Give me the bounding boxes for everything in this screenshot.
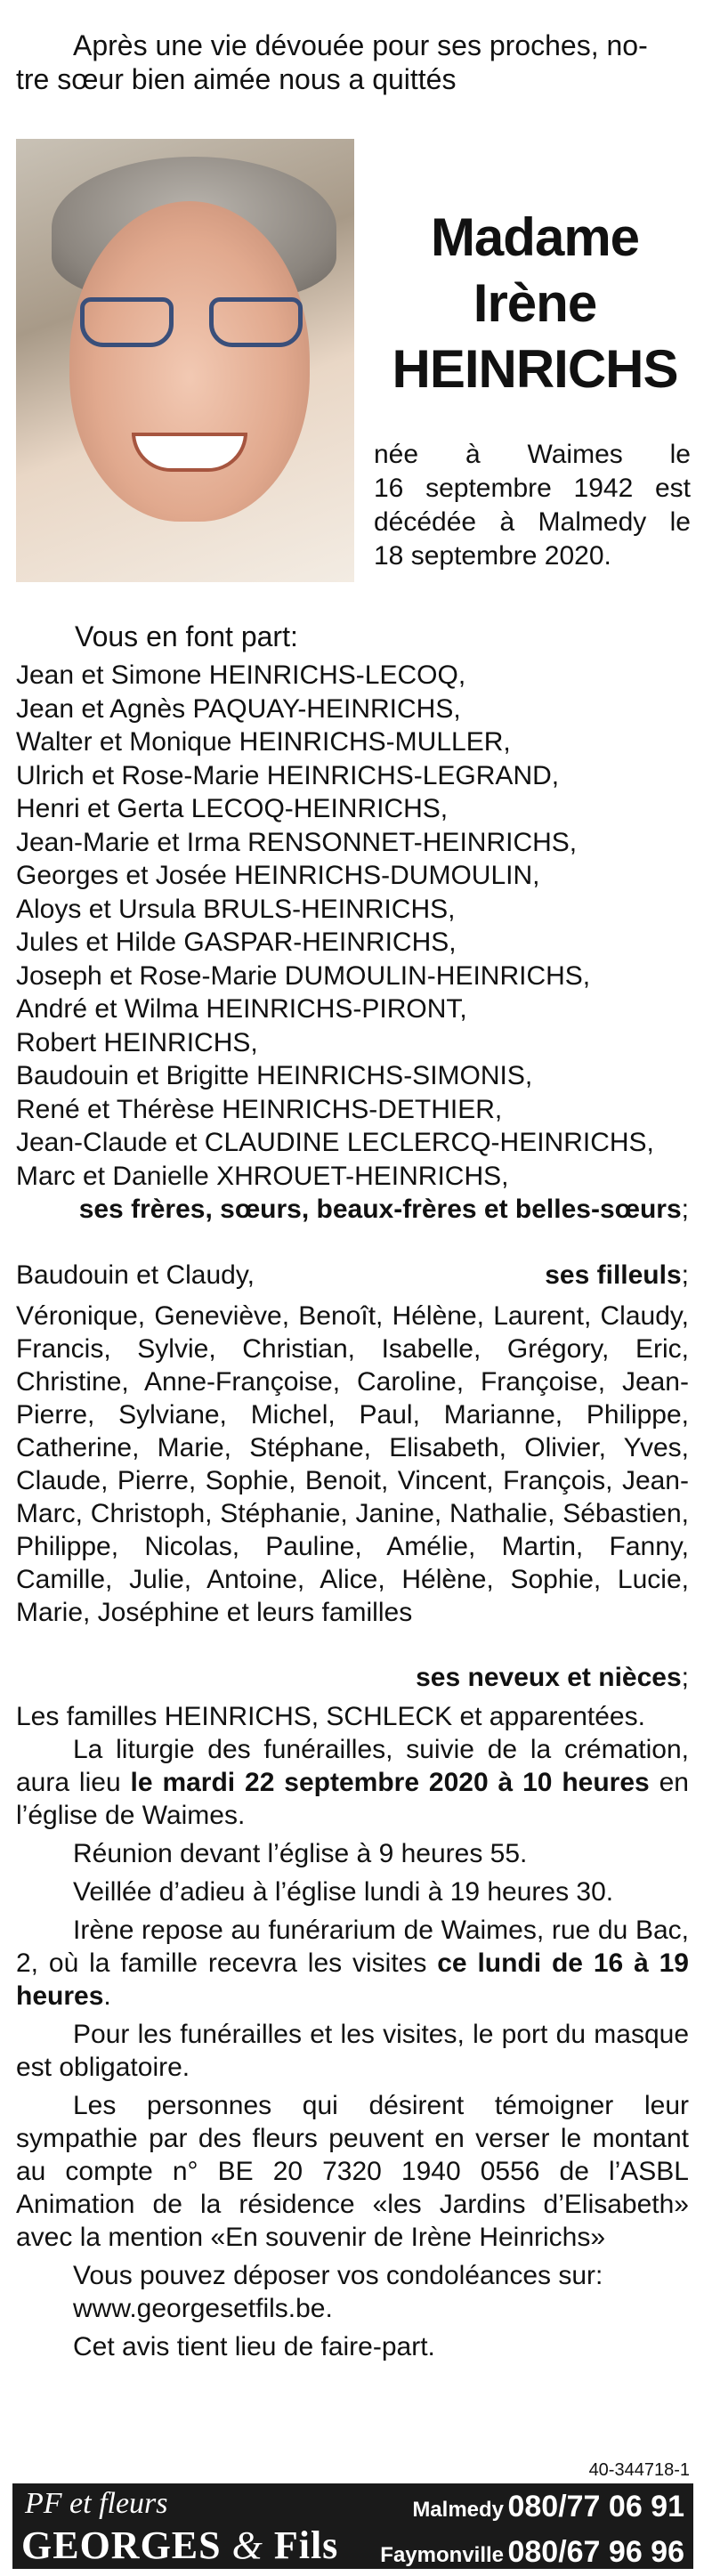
vigil-paragraph: Veillée d’adieu à l’église lundi à 19 heures 30. — [73, 1877, 614, 1907]
nieces-label: ses neveux et nièces — [416, 1663, 682, 1692]
liturgy-paragraph: La liturgie des funérailles, suivie de la crémation, aura lieu le mardi 22 septembre 2020 à 10 heures en l’église de Waimes. — [16, 1735, 689, 1830]
godchildren-label-wrap: ses filleuls; — [545, 1260, 689, 1290]
rest-paragraph: Irène repose au funérarium de Waimes, rue du Bac, 2, où la famille recevra les visites ce lundi de 16 à 19 heures. — [16, 1916, 689, 2011]
deceased-name — [374, 205, 696, 402]
family-member: Baudouin et Brigitte HEINRICHS-SIMONIS, — [16, 1061, 533, 1090]
family-member: René et Thérèse HEINRICHS-DETHIER, — [16, 1094, 503, 1124]
birth-death-info — [374, 438, 691, 573]
website-link[interactable]: www.georgesetfils.be. — [73, 2294, 333, 2323]
intro-line-2: tre sœur bien aimée nous a quittés — [16, 63, 457, 95]
ceremony-details — [16, 1700, 689, 2369]
birth-line-4: 18 septembre 2020. — [374, 541, 611, 571]
name-last: HEINRICHS — [392, 339, 678, 399]
family-member: Jean-Claude et CLAUDINE LECLERCQ-HEINRICHS, — [16, 1128, 654, 1157]
portrait-glasses — [80, 297, 303, 347]
phone-faymonville: Faymonville 080/67 96 96 — [380, 2535, 684, 2569]
family-member: Robert HEINRICHS, — [16, 1027, 258, 1057]
family-member: Ulrich et Rose-Marie HEINRICHS-LEGRAND, — [16, 760, 560, 790]
funeral-home-banner — [12, 2483, 693, 2569]
family-label: ses frères, sœurs, beaux-frères et belles-sœurs — [78, 1195, 682, 1224]
families-line: Les familles HEINRICHS, SCHLECK et apparentées. — [16, 1702, 645, 1731]
family-member: André et Wilma HEINRICHS-PIRONT, — [16, 994, 467, 1024]
phone-numbers — [380, 2487, 684, 2576]
birth-line-3: décédée à Malmedy le — [374, 507, 691, 537]
family-member: Jean-Marie et Irma RENSONNET-HEINRICHS, — [16, 827, 578, 857]
donation-paragraph: Les personnes qui désirent témoigner leur sympathie par des fleurs peuvent en verser le montant au compte n° BE 20 7320 1940 0556 de l’ASBL Animation de la résidence «les Jardins d’Elisabeth» avec la mention «En souvenir de Irène Heinrichs» — [16, 2091, 689, 2252]
godchildren-names: Baudouin et Claudy, — [16, 1260, 255, 1290]
condolences-paragraph: Vous pouvez déposer vos condoléances sur: — [73, 2261, 603, 2290]
nieces-nephews-list: Véronique, Geneviève, Benoît, Hélène, Laurent, Claudy, Francis, Sylvie, Christian, Isabelle, Grégory, Eric, Christine, Anne-Françoise, Caroline, Françoise, Jean-Pierre, Sylviane, Michel, Paul, Marianne, Philippe, Catherine, Marie, Stéphane, Elisabeth, Olivier, Yves, Claude, Pierre, Sophie, Benoit, Vincent, François, Jean-Marc, Christoph, Stéphanie, Janine, Nathalie, Sébastien, Philippe, Nicolas, Pauline, Amélie, Martin, Fanny, Camille, Julie, Antoine, Alice, Hélène, Sophie, Lucie, Marie, Joséphine et leurs familles — [16, 1301, 689, 1627]
meeting-paragraph: Réunion devant l’église à 9 heures 55. — [73, 1839, 528, 1868]
family-member: Jean et Agnès PAQUAY-HEINRICHS, — [16, 693, 461, 724]
family-member: Jules et Hilde GASPAR-HEINRICHS, — [16, 928, 457, 957]
name-first: Irène — [473, 273, 597, 333]
phone-malmedy: Malmedy 080/77 06 91 — [412, 2490, 684, 2523]
footer-tagline: PF et fleurs — [25, 2487, 168, 2520]
birth-line-1: née à Waimes le — [374, 440, 691, 469]
family-label-row: ses frères, sœurs, beaux-frères et belles-sœurs; — [78, 1195, 689, 1224]
intro-text — [16, 28, 689, 96]
reference-number: 40-344718-1 — [588, 2460, 690, 2480]
godchildren-label: ses filleuls — [545, 1260, 682, 1290]
mask-paragraph: Pour les funérailles et les visites, le port du masque est obligatoire. — [16, 2020, 689, 2082]
family-member: Walter et Monique HEINRICHS-MULLER, — [16, 727, 511, 757]
family-member: Henri et Gerta LECOQ-HEINRICHS, — [16, 794, 449, 823]
family-member: Georges et Josée HEINRICHS-DUMOULIN, — [16, 861, 540, 890]
birth-line-2: 16 septembre 1942 est — [374, 474, 691, 503]
announcement-heading: Vous en font part: — [75, 620, 298, 652]
family-member: Marc et Danielle XHROUET-HEINRICHS, — [16, 1161, 509, 1191]
name-title: Madame — [430, 207, 640, 267]
nieces-label-row: ses neveux et nièces; — [416, 1663, 689, 1692]
family-list — [16, 659, 689, 1227]
family-member: Jean et Simone HEINRICHS-LECOQ, — [16, 660, 466, 690]
visiting-hours: ce lundi de 16 à 19 heures — [16, 1948, 689, 2011]
portrait-face — [69, 201, 310, 522]
funeral-home-logo: GEORGES & Fils — [21, 2523, 339, 2567]
intro-line-1: Après une vie dévouée pour ses proches, no- — [73, 29, 648, 61]
family-member: Aloys et Ursula BRULS-HEINRICHS, — [16, 894, 456, 924]
portrait-photo — [16, 139, 354, 582]
notice-paragraph: Cet avis tient lieu de faire-part. — [73, 2332, 435, 2361]
family-member: Joseph et Rose-Marie DUMOULIN-HEINRICHS, — [16, 960, 591, 991]
liturgy-date: le mardi 22 septembre 2020 à 10 heures — [130, 1768, 650, 1797]
